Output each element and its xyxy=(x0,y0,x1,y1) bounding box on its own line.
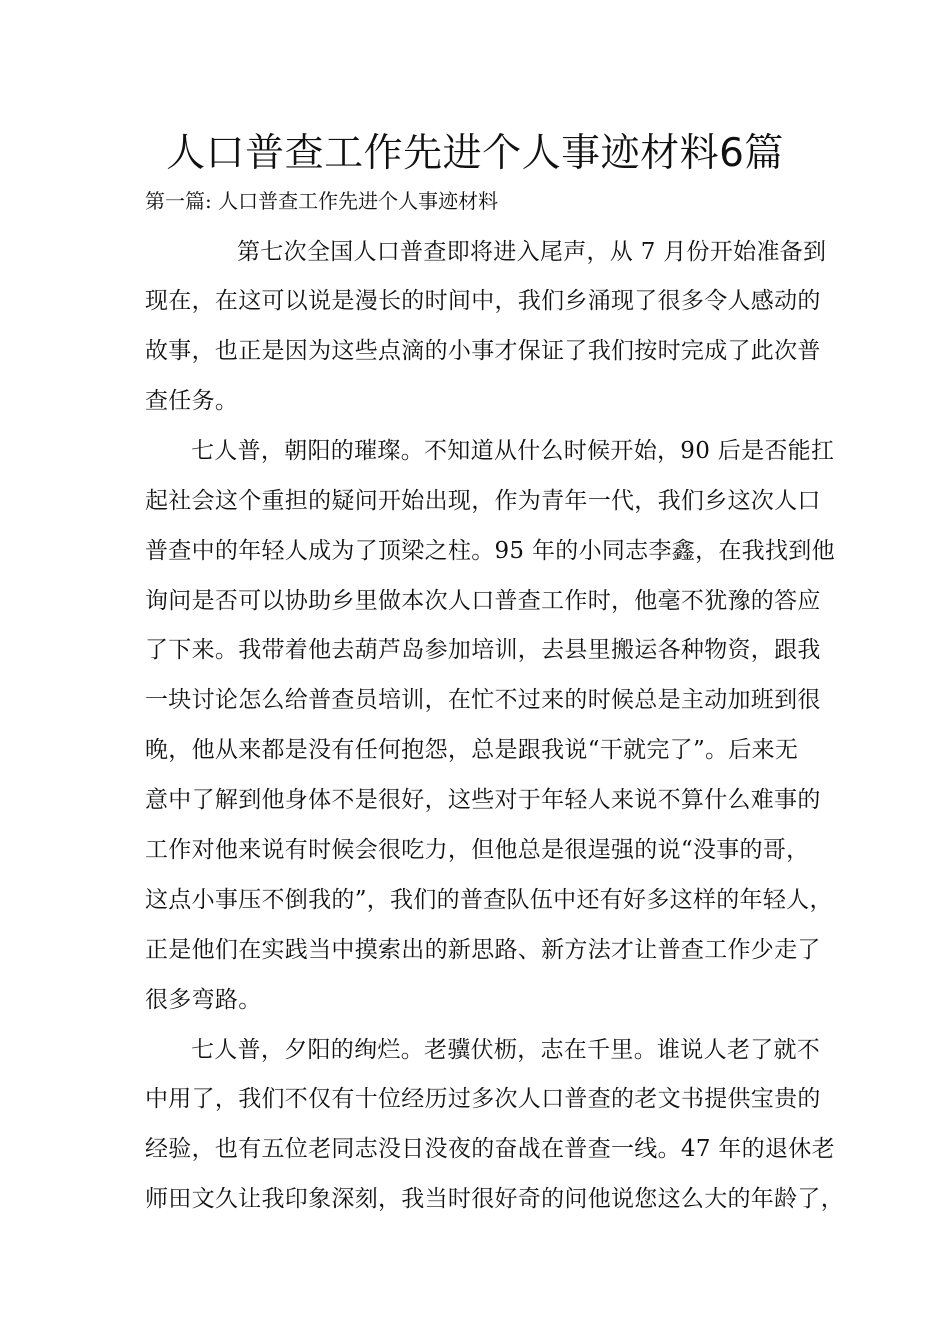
paragraph-2-line-12: 很多弯路。 xyxy=(145,987,262,1013)
paragraph-1-line-1: 第七次全国人口普查即将进入尾声，从 7 月份开始准备到 xyxy=(237,239,827,265)
document-title: 人口普查工作先进个人事迹材料6篇 xyxy=(166,131,784,176)
paragraph-1-line-2: 现在，在这可以说是漫长的时间中，我们乡涌现了很多令人感动的 xyxy=(145,288,821,314)
paragraph-2-line-11: 正是他们在实践当中摸索出的新思路、新方法才让普查工作少走了 xyxy=(145,937,821,963)
paragraph-2-line-3: 普查中的年轻人成为了顶梁之柱。95 年的小同志李鑫，在我找到他 xyxy=(145,538,835,564)
section-heading: 第一篇: 人口普查工作先进个人事迹材料 xyxy=(145,189,499,213)
paragraph-2-line-10: 这点小事压不倒我的”，我们的普查队伍中还有好多这样的年轻人， xyxy=(145,887,833,913)
paragraph-2-line-8: 意中了解到他身体不是很好，这些对于年轻人来说不算什么难事的 xyxy=(145,787,821,813)
paragraph-3-line-2: 中用了，我们不仅有十位经历过多次人口普查的老文书提供宝贵的 xyxy=(145,1086,821,1112)
paragraph-2-line-4: 询问是否可以协助乡里做本次人口普查工作时，他毫不犹豫的答应 xyxy=(145,588,821,614)
paragraph-2-line-1: 七人普，朝阳的璀璨。不知道从什么时候开始，90 后是否能扛 xyxy=(191,438,835,464)
paragraph-1-line-4: 查任务。 xyxy=(145,388,239,414)
paragraph-2-line-7: 晚，他从来都是没有任何抱怨，总是跟我说“干就完了”。后来无 xyxy=(145,737,799,763)
paragraph-3-line-4: 师田文久让我印象深刻，我当时很好奇的问他说您这么大的年龄了， xyxy=(145,1186,844,1212)
paragraph-2-line-9: 工作对他来说有时候会很吃力，但他总是很逞强的说“没事的哥， xyxy=(145,837,810,863)
paragraph-2-line-5: 了下来。我带着他去葫芦岛参加培训，去县里搬运各种物资，跟我 xyxy=(145,637,821,663)
paragraph-2-line-6: 一块讨论怎么给普查员培训，在忙不过来的时候总是主动加班到很 xyxy=(145,687,821,713)
paragraph-2-line-2: 起社会这个重担的疑问开始出现，作为青年一代，我们乡这次人口 xyxy=(145,488,821,514)
paragraph-1-line-3: 故事，也正是因为这些点滴的小事才保证了我们按时完成了此次普 xyxy=(145,338,821,364)
paragraph-3-line-1: 七人普，夕阳的绚烂。老骥伏枥，志在千里。谁说人老了就不 xyxy=(191,1037,821,1063)
paragraph-3-line-3: 经验，也有五位老同志没日没夜的奋战在普查一线。47 年的退休老 xyxy=(145,1136,835,1162)
